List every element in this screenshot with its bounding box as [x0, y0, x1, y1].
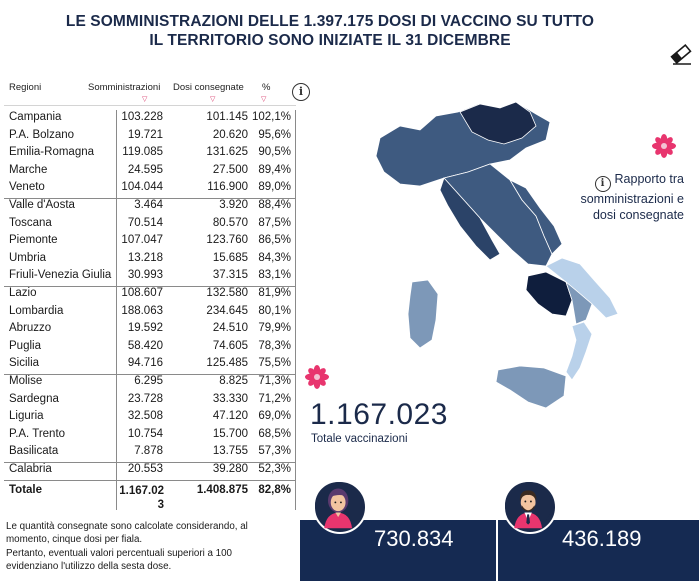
percent-value: 81,9% [258, 287, 291, 299]
table-row[interactable] [4, 409, 296, 427]
woman-avatar-icon [313, 480, 367, 534]
ratio-legend [560, 172, 684, 223]
region-name: P.A. Trento [9, 427, 66, 440]
percent-value: 83,1% [258, 269, 291, 282]
delivered-value: 15.700 [212, 427, 248, 440]
table-row[interactable] [4, 110, 296, 128]
administered-value: 3.464 [134, 199, 163, 211]
total-vaccinations-value: 1.167.023 [310, 398, 448, 431]
percent-value: 90,5% [258, 146, 291, 159]
table-row[interactable] [4, 268, 296, 286]
table-row[interactable] [4, 427, 296, 445]
region-name: Piemonte [9, 234, 58, 247]
total-delivered: 1.408.875 [196, 484, 248, 496]
delivered-value: 125.485 [206, 357, 248, 370]
region-name: Sicilia [9, 357, 40, 370]
col-header-delivered[interactable]: Dosi consegnate [173, 82, 244, 93]
administered-value: 7.878 [134, 445, 163, 458]
total-administered [116, 484, 164, 512]
percent-value: 80,1% [258, 304, 291, 317]
delivered-value: 116.900 [207, 181, 248, 194]
table-row[interactable] [4, 233, 296, 251]
delivered-value: 234.645 [206, 304, 248, 317]
administered-value: 70.514 [127, 216, 163, 229]
percent-value: 89,4% [258, 163, 291, 176]
info-icon[interactable]: i [292, 83, 310, 101]
sort-arrow-icon[interactable]: ▽ [261, 95, 267, 103]
table-row[interactable] [4, 392, 296, 410]
col-header-administered[interactable]: Somministrazioni [88, 82, 161, 93]
region-name: P.A. Bolzano [9, 128, 75, 141]
delivered-value: 101.145 [206, 111, 248, 123]
administered-value: 104.044 [121, 181, 163, 194]
region-name: Basilicata [9, 445, 59, 458]
percent-value: 84,3% [258, 251, 291, 264]
band-divider [496, 520, 498, 581]
administered-value: 188.063 [121, 304, 163, 317]
percent-value: 78,3% [258, 339, 291, 352]
delivered-value: 20.620 [212, 128, 248, 141]
delivered-value: 15.685 [212, 251, 248, 264]
table-row[interactable] [4, 286, 296, 304]
table-row[interactable] [4, 145, 296, 163]
title-line-1: LE SOMMINISTRAZIONI DELLE 1.397.175 DOSI DI VACCINO SU TUTTO [65, 13, 595, 30]
ratio-legend-line: Rapporto tra [614, 172, 684, 186]
delivered-value: 132.580 [206, 287, 248, 299]
table-row[interactable] [4, 339, 296, 357]
region-name: Lazio [9, 287, 37, 299]
administered-value: 108.607 [121, 287, 163, 299]
region-name: Toscana [9, 216, 52, 229]
table-row[interactable] [4, 180, 296, 198]
percent-value: 75,5% [258, 357, 291, 370]
col-header-percent[interactable]: % [262, 82, 271, 93]
administered-value: 30.993 [127, 269, 163, 282]
sort-arrow-icon[interactable]: ▽ [142, 95, 148, 103]
delivered-value: 37.315 [212, 269, 248, 282]
title-line-2: IL TERRITORIO SONO INIZIATE IL 31 DICEMBRE [149, 32, 511, 49]
delivered-value: 8.825 [219, 375, 248, 387]
total-administered-line1: 1.167.02 [119, 485, 164, 497]
administered-value: 20.553 [127, 463, 163, 475]
delivered-value: 24.510 [212, 322, 248, 335]
administered-value: 119.085 [122, 146, 163, 159]
total-vaccinations-label: Totale vaccinazioni [311, 433, 408, 445]
table-row[interactable] [4, 444, 296, 462]
ratio-legend-line: dosi consegnate [592, 207, 684, 222]
delivered-value: 3.920 [219, 199, 248, 211]
delivered-value: 33.330 [212, 392, 248, 405]
footnote [6, 520, 296, 574]
info-icon[interactable]: i [595, 176, 611, 192]
table-row[interactable] [4, 321, 296, 339]
administered-value: 58.420 [127, 339, 163, 352]
map-region-calabria[interactable] [566, 322, 592, 380]
delivered-value: 123.760 [206, 234, 248, 247]
region-name: Lombardia [9, 304, 64, 317]
map-region-sardinia[interactable] [408, 280, 438, 348]
table-row[interactable] [4, 304, 296, 322]
percent-value: 87,5% [258, 216, 291, 229]
italy-map [340, 68, 640, 418]
men-count: 436.189 [562, 526, 642, 551]
delivered-value: 13.755 [212, 445, 248, 458]
percent-value: 57,3% [258, 445, 291, 458]
administered-value: 107.047 [121, 234, 163, 247]
delivered-value: 80.570 [212, 216, 248, 229]
percent-value: 68,5% [258, 427, 291, 440]
women-count: 730.834 [374, 526, 454, 551]
delivered-value: 39.280 [212, 463, 248, 475]
table-row[interactable] [4, 128, 296, 146]
administered-value: 32.508 [127, 410, 163, 423]
footnote-line: momento, cinque dosi per fiala. [6, 534, 143, 546]
ratio-legend-line: somministrazioni e [580, 192, 684, 206]
administered-value: 19.721 [127, 128, 163, 141]
percent-value: 86,5% [258, 234, 291, 247]
region-name: Emilia-Romagna [9, 146, 95, 159]
percent-value: 95,6% [258, 128, 291, 141]
total-label: Totale [9, 484, 43, 496]
region-name: Friuli-Venezia Giulia [9, 269, 112, 282]
table-row[interactable] [4, 374, 296, 392]
table-header [4, 76, 304, 106]
table-row[interactable] [4, 462, 296, 480]
region-name: Veneto [9, 181, 45, 194]
footnote-line: Le quantità consegnate sono calcolate considerando, al [6, 521, 248, 532]
table-row[interactable] [4, 251, 296, 269]
administered-value: 103.228 [121, 111, 163, 123]
administered-value: 23.728 [127, 392, 163, 405]
percent-value: 69,0% [258, 410, 291, 423]
administered-value: 13.218 [127, 251, 163, 264]
footnote-line: Pertanto, eventuali valori percentuali superiori a 100 [6, 547, 233, 559]
percent-value: 71,2% [258, 392, 291, 405]
sort-arrow-icon[interactable]: ▽ [210, 95, 216, 103]
percent-value: 79,9% [258, 322, 291, 335]
page-title [40, 12, 620, 50]
table-row[interactable] [4, 216, 296, 234]
region-name: Marche [9, 163, 48, 176]
total-percent: 82,8% [258, 484, 291, 496]
table-row[interactable] [4, 356, 296, 374]
region-name: Abruzzo [9, 322, 52, 335]
percent-value: 71,3% [258, 375, 291, 387]
administered-value: 10.754 [127, 427, 163, 440]
region-name: Calabria [9, 463, 52, 475]
percent-value: 102,1% [251, 111, 291, 123]
man-avatar-icon [503, 480, 557, 534]
region-name: Umbria [9, 251, 47, 264]
administered-value: 19.592 [127, 322, 163, 335]
percent-value: 88,4% [258, 199, 291, 211]
map-region-sicily[interactable] [496, 366, 566, 408]
regions-table [4, 76, 304, 511]
eraser-icon[interactable] [669, 42, 693, 66]
delivered-value: 74.605 [212, 339, 248, 352]
delivered-value: 47.120 [212, 410, 248, 423]
flower-icon [304, 364, 330, 390]
region-name: Valle d'Aosta [9, 199, 75, 211]
delivered-value: 27.500 [212, 163, 248, 176]
delivered-value: 131.625 [206, 146, 248, 159]
total-row [4, 480, 296, 510]
footnote-line: evidenziano l'utilizzo della sesta dose. [6, 561, 172, 573]
percent-value: 52,3% [258, 463, 291, 475]
table-row[interactable] [4, 198, 296, 216]
region-name: Campania [9, 111, 62, 123]
percent-value: 89,0% [258, 181, 291, 194]
region-name: Sardegna [9, 392, 59, 405]
administered-value: 94.716 [127, 357, 163, 370]
region-name: Liguria [9, 410, 44, 423]
table-row[interactable] [4, 163, 296, 181]
administered-value: 6.295 [134, 375, 163, 387]
col-header-region[interactable]: Regioni [9, 82, 42, 93]
flower-icon [651, 133, 677, 159]
region-name: Molise [9, 375, 43, 387]
administered-value: 24.595 [127, 163, 163, 176]
total-administered-line2: 3 [157, 499, 164, 511]
region-name: Puglia [9, 339, 41, 352]
